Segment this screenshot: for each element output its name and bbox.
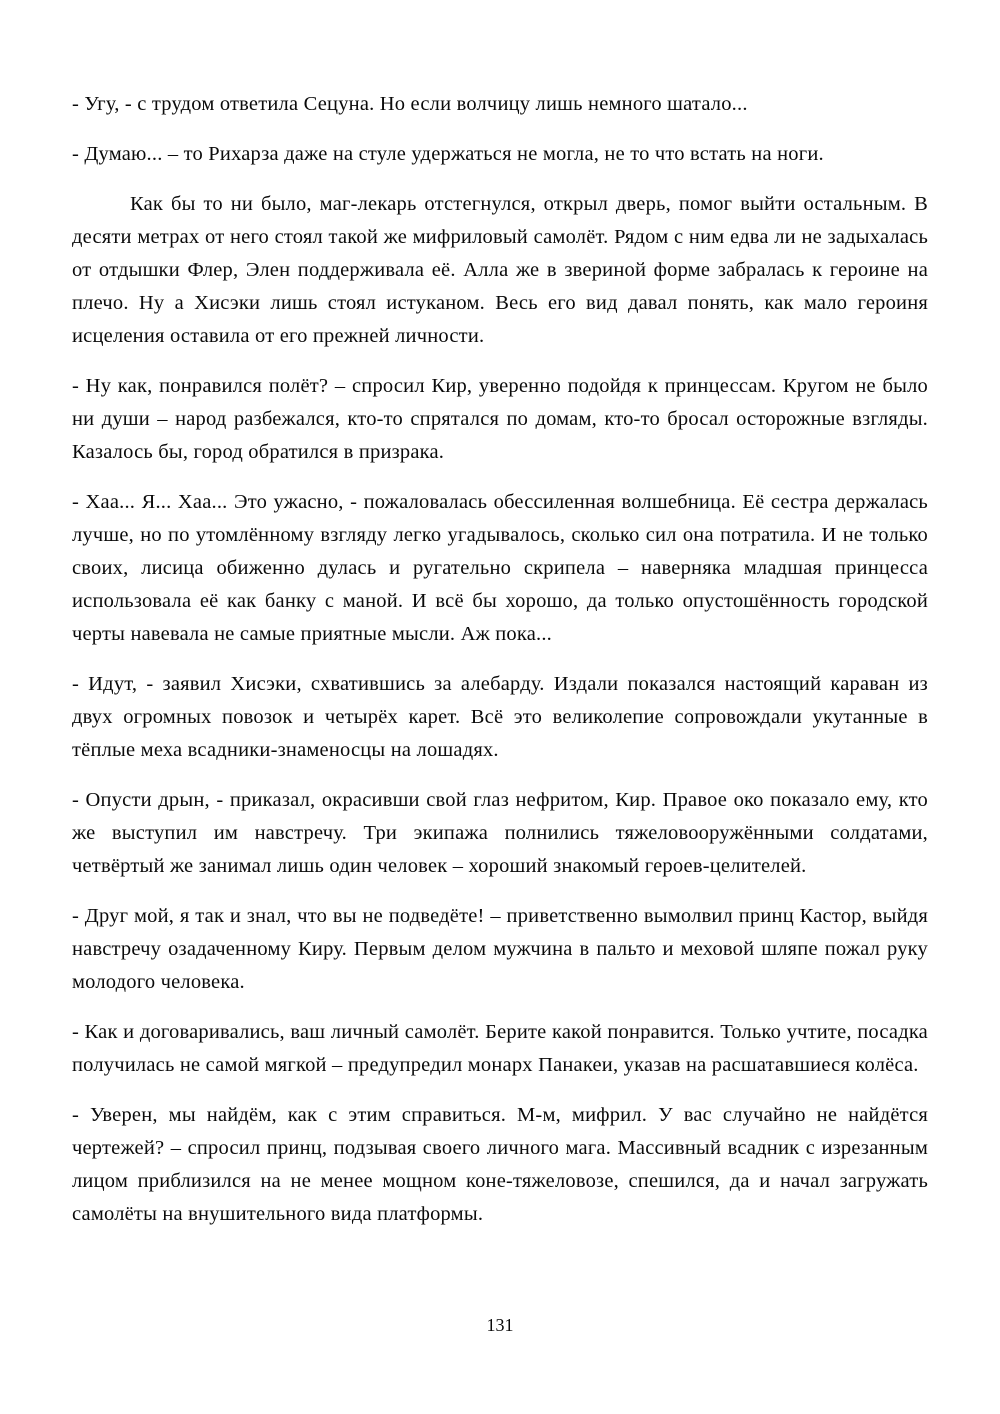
paragraph-dialogue: - Как и договаривались, ваш личный самолёт. Берите какой понравится. Только учтите, посадка получилась не самой мягкой – предупредил монарх Панакеи, указав на расшатавшиеся колёса. xyxy=(72,1021,928,1076)
paragraph-narrative: Как бы то ни было, маг-лекарь отстегнулся, открыл дверь, помог выйти остальным. В десяти метрах от него стоял такой же мифриловый самолёт. Рядом с ним едва ли не задыхалась от отдышки Флер, Элен поддерживала её. Алла же в звериной форме забралась к героине на плечо. Ну а Хисэки лишь стоял истуканом. Весь его вид давал понять, как мало героиня исцеления оставила от его прежней личности. xyxy=(72,193,928,347)
page-text-block xyxy=(72,88,928,1231)
paragraph-dialogue: - Опусти дрын, - приказал, окрасивши свой глаз нефритом, Кир. Правое око показало ему, кто же выступил им навстречу. Три экипажа полнились тяжеловооружёнными солдатами, четвёртый же занимал лишь один человек – хороший знакомый героев-целителей. xyxy=(72,789,928,877)
paragraph-dialogue: - Уверен, мы найдём, как с этим справиться. М-м, мифрил. У вас случайно не найдётся чертежей? – спросил принц, подзывая своего личного мага. Массивный всадник с изрезанным лицом приблизился на не менее мощном коне-тяжеловозе, спешился, да и начал загружать самолёты на внушительного вида платформы. xyxy=(72,1104,928,1225)
paragraph-dialogue: - Ну как, понравился полёт? – спросил Кир, уверенно подойдя к принцессам. Кругом не было ни души – народ разбежался, кто-то спрятался по домам, кто-то бросал осторожные взгляды. Казалось бы, город обратился в призрака. xyxy=(72,375,928,463)
paragraph-dialogue: - Идут, - заявил Хисэки, схватившись за алебарду. Издали показался настоящий караван из двух огромных повозок и четырёх карет. Всё это великолепие сопровождали укутанные в тёплые меха всадники-знаменосцы на лошадях. xyxy=(72,673,928,761)
page-number: 131 xyxy=(486,1315,514,1335)
paragraph-dialogue: - Думаю... – то Рихарза даже на стуле удержаться не могла, не то что встать на ноги. xyxy=(72,143,824,165)
paragraph-dialogue: - Хаа... Я... Хаа... Это ужасно, - пожаловалась обессиленная волшебница. Её сестра держалась лучше, но по утомлённому взгляду легко угадывалось, сколько сил она потратила. И не только своих, лисица обиженно дулась и ругательно скрипела – наверняка младшая принцесса использовала её как банку с маной. И всё бы хорошо, да только опустошённость городской черты навевала не самые приятные мысли. Аж пока... xyxy=(72,491,928,645)
paragraph-dialogue: - Угу, - с трудом ответила Сецуна. Но если волчицу лишь немного шатало... xyxy=(72,93,748,115)
paragraph-dialogue: - Друг мой, я так и знал, что вы не подведёте! – приветственно вымолвил принц Кастор, выйдя навстречу озадаченному Киру. Первым делом мужчина в пальто и меховой шляпе пожал руку молодого человека. xyxy=(72,905,928,993)
page-footer xyxy=(0,1315,1000,1336)
